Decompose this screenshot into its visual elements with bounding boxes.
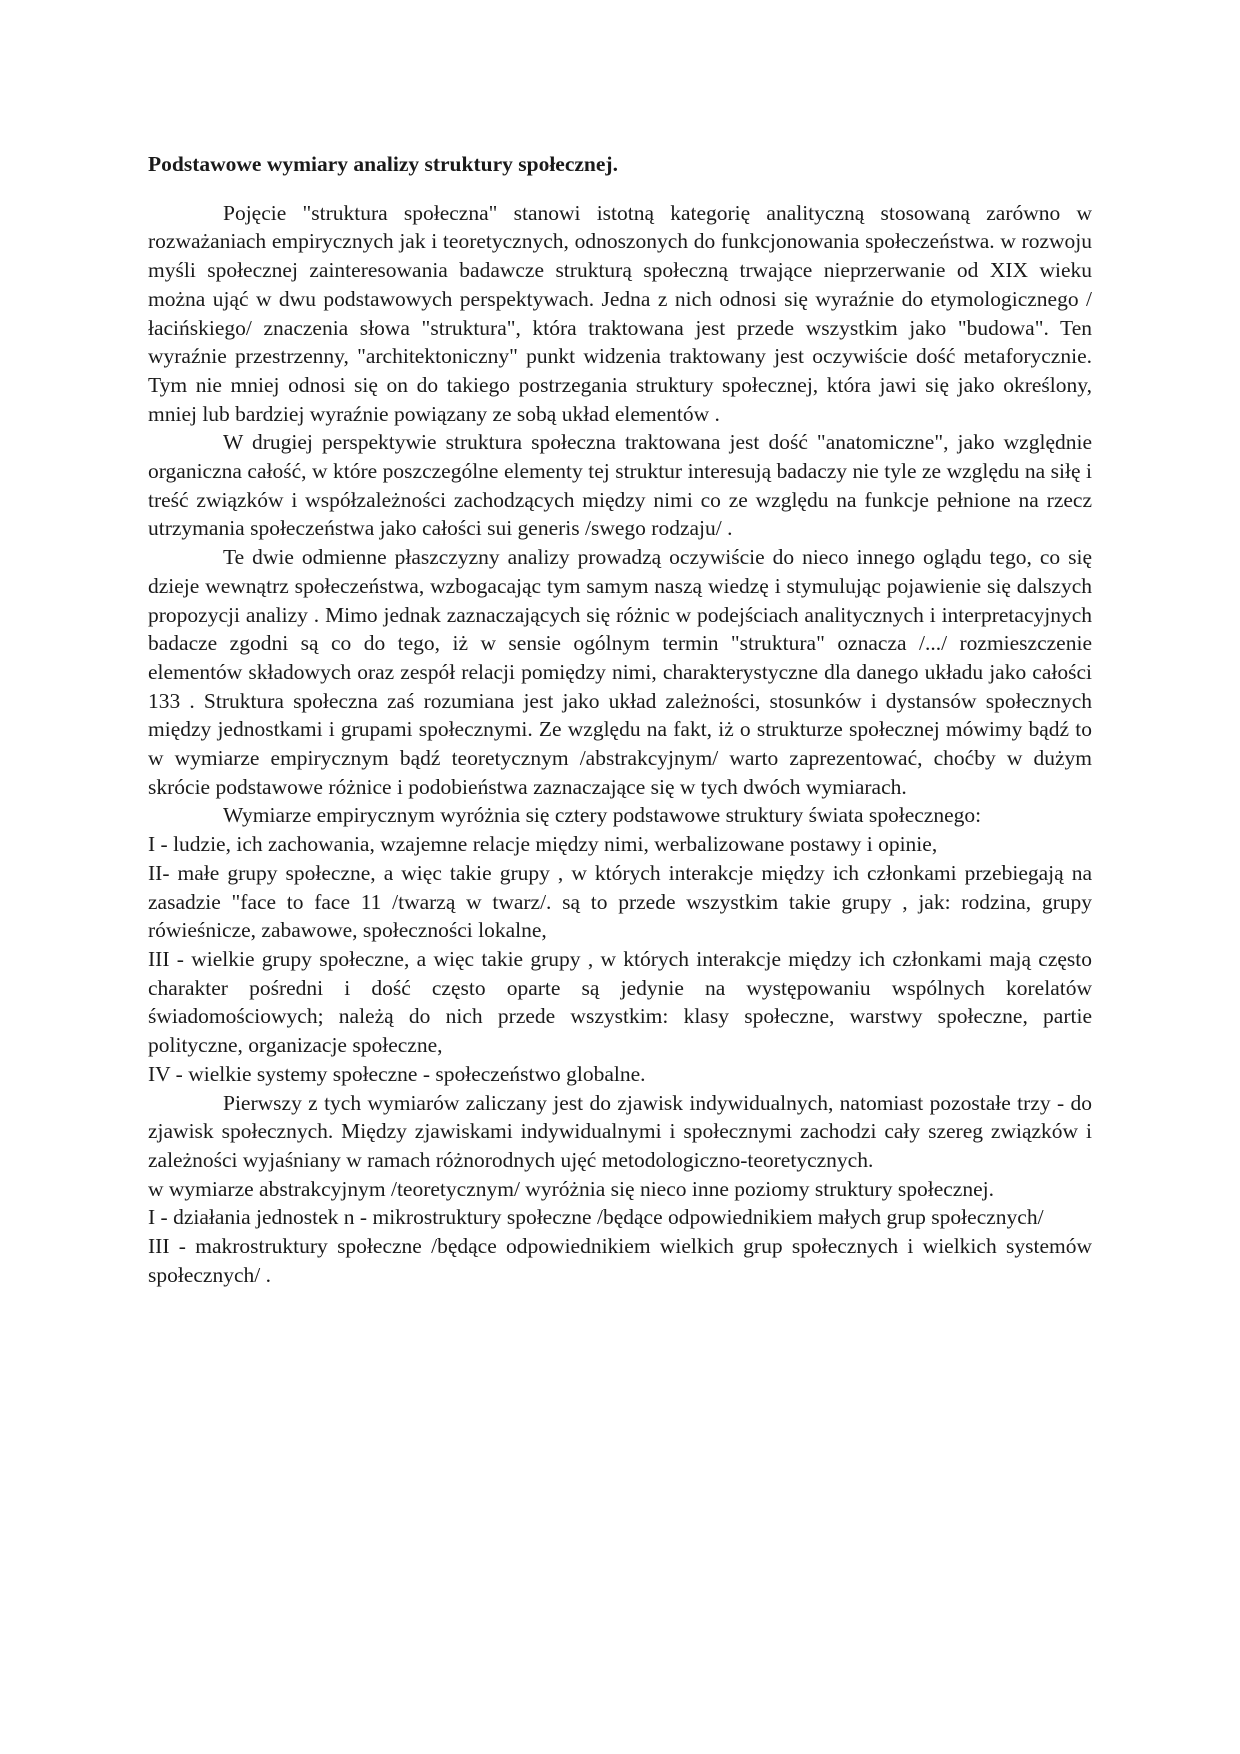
list-item-abstract-1: I - działania jednostek n - mikrostruktury społeczne /będące odpowiednikiem małych grup społecznych/ (148, 1205, 1044, 1230)
paragraph-struktura-definition: Pojęcie "struktura społeczna" stanowi istotną kategorię analityczną stosowaną zarówno w rozważaniach empirycznych jak i teoretycznych, odnoszonych do funkcjonowania społeczeństwa. w rozwoju myśli społecznej zainteresowania badawcze strukturą społeczną trwające nieprzerwanie od XIX wieku można ująć w dwu podstawowych perspektywach. Jedna z nich odnosi się wyraźnie do etymologicznego /łacińskiego/ znaczenia słowa "struktura", która traktowana jest przede wszystkim jako "budowa". Ten wyraźnie przestrzenny, "architektoniczny" punkt widzenia traktowany jest oczywiście dość metaforycznie. Tym nie mniej odnosi się on do takiego postrzegania struktury społecznej, która jawi się jako określony, mniej lub bardziej wyraźnie powiązany ze sobą układ elementów . (148, 200, 1092, 426)
paragraph-empirical-intro: Wymiarze empirycznym wyróżnia się cztery podstawowe struktury świata społecznego: (223, 803, 982, 828)
list-item-empirical-3: III - wielkie grupy społeczne, a więc takie grupy , w których interakcje między ich członkami mają często charakter pośredni i dość często oparte są jedynie na występowaniu wspólnych korelatów świadomościowych; należą do nich przede wszystkim: klasy społeczne, warstwy społeczne, partie polityczne, organizacje społeczne, (148, 946, 1092, 1058)
list-item-empirical-4: IV - wielkie systemy społeczne - społeczeństwo globalne. (148, 1061, 646, 1086)
paragraph-analysis-planes: Te dwie odmienne płaszczyzny analizy prowadzą oczywiście do nieco innego oglądu tego, co się dzieje wewnątrz społeczeństwa, wzbogacając tym samym naszą wiedzę i stymulując pojawienie się dalszych propozycji analizy . Mimo jednak zaznaczających się różnic w podejściach analitycznych i interpretacyjnych badacze zgodni są co do tego, iż w sensie ogólnym termin "struktura" oznacza /.../ rozmieszczenie elementów składowych oraz zespół relacji pomiędzy nimi, charakterystyczne dla danego układu jako całości 133 . Struktura społeczna zaś rozumiana jest jako układ zależności, stosunków i dystansów społecznych między jednostkami i grupami społecznymi. Ze względu na fakt, iż o strukturze społecznej mówimy bądź to w wymiarze empirycznym bądź teoretycznym /abstrakcyjnym/ warto zaprezentować, choćby w dużym skrócie podstawowe różnice i podobieństwa zaznaczające się w tych dwóch wymiarach. (148, 545, 1092, 799)
paragraph-abstract-intro: w wymiarze abstrakcyjnym /teoretycznym/ wyróżnia się nieco inne poziomy struktury społecznej. (148, 1176, 994, 1201)
list-item-abstract-3: III - makrostruktury społeczne /będące odpowiednikiem wielkich grup społecznych i wielkich systemów społecznych/ . (148, 1234, 1092, 1287)
list-item-empirical-2: II- małe grupy społeczne, a więc takie grupy , w których interakcje między ich członkami przebiegają na zasadzie "face to face 11 /twarzą w twarz/. są to przede wszystkim takie grupy , jak: rodzina, grupy rówieśnicze, zabawowe, społeczności lokalne, (148, 860, 1092, 943)
list-item-empirical-1: I - ludzie, ich zachowania, wzajemne relacje między nimi, werbalizowane postawy i opinie, (148, 832, 938, 857)
paragraph-individual-social: Pierwszy z tych wymiarów zaliczany jest do zjawisk indywidualnych, natomiast pozostałe trzy - do zjawisk społecznych. Między zjawiskami indywidualnymi i społecznymi zachodzi cały szereg związków i zależności wyjaśniany w ramach różnorodnych ujęć metodologiczno-teoretycznych. (148, 1090, 1092, 1172)
document-title: Podstawowe wymiary analizy struktury społecznej. (148, 152, 618, 176)
paragraph-anatomical-perspective: W drugiej perspektywie struktura społeczna traktowana jest dość "anatomiczne", jako względnie organiczna całość, w które poszczególne elementy tej struktur interesują badaczy nie tyle ze względu na siłę i treść związków i współzależności zachodzących między nimi co ze względu na funkcje pełnione na rzecz utrzymania społeczeństwa jako całości sui generis /swego rodzaju/ . (148, 430, 1092, 541)
